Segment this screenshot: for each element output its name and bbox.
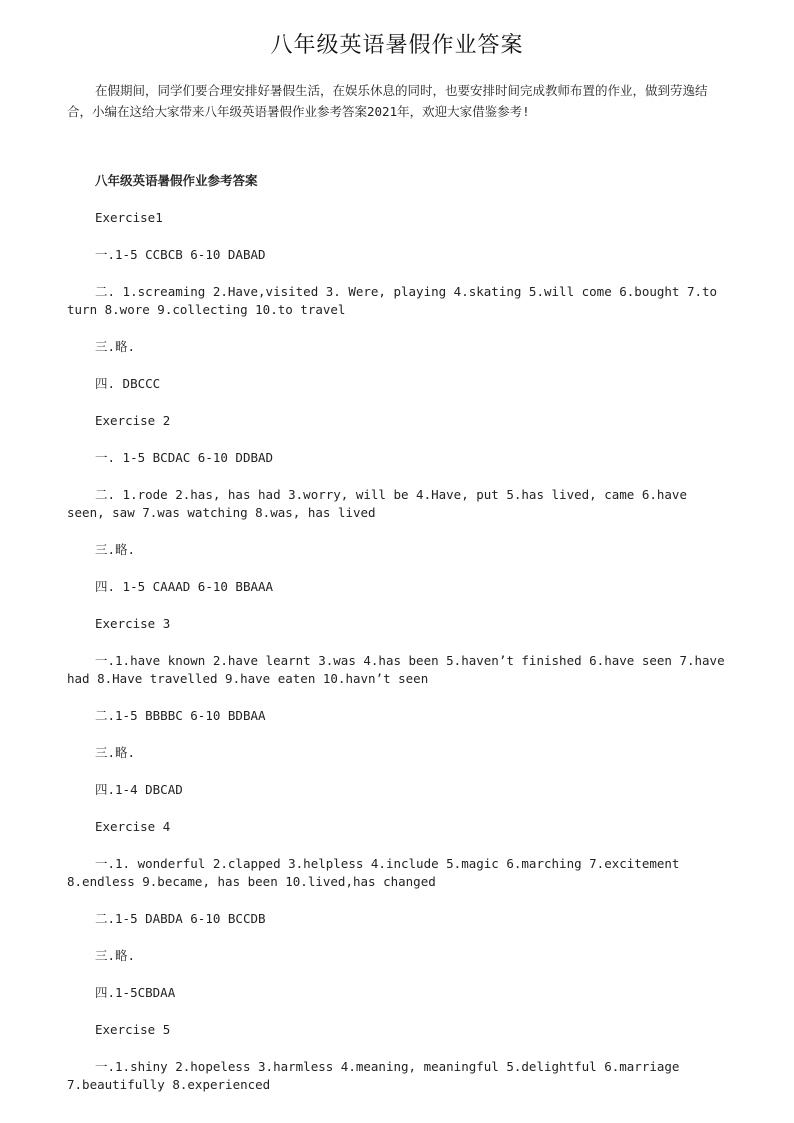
answer-line: 一.1-5 CCBCB 6-10 DABAD	[95, 247, 266, 262]
answer-line: 二.1-5 DABDA 6-10 BCCDB	[95, 911, 266, 926]
answer-line: 三.略.	[95, 339, 136, 354]
answer-body	[67, 172, 733, 1094]
exercise-heading: Exercise 3	[95, 616, 171, 631]
answer-line: 二. 1.rode 2.has, has had 3.worry, will be 4.Have, put 5.has lived, came 6.have seen, saw 7.was watching 8.was, has lived	[67, 487, 695, 520]
answer-line: 一.1.shiny 2.hopeless 3.harmless 4.meaning, meaningful 5.delightful 6.marriage 7.beautifully 8.experienced	[67, 1059, 687, 1092]
intro-paragraph: 在假期间，同学们要合理安排好暑假生活，在娱乐休息的同时，也要安排时间完成教师布置的作业，做到劳逸结合，小编在这给大家带来八年级英语暑假作业参考答案2021年，欢迎大家借鉴参考!	[67, 83, 708, 119]
page-title: 八年级英语暑假作业答案	[270, 33, 524, 58]
answer-line: 三.略.	[95, 542, 136, 557]
answer-line: 二.1-5 BBBBC 6-10 BDBAA	[95, 708, 266, 723]
answer-line: 四. DBCCC	[95, 376, 161, 391]
section-title: 八年级英语暑假作业参考答案	[95, 173, 258, 188]
exercise-heading: Exercise 5	[95, 1022, 171, 1037]
exercise-heading: Exercise 2	[95, 413, 171, 428]
exercise-heading: Exercise 4	[95, 819, 171, 834]
answer-line: 三.略.	[95, 948, 136, 963]
answer-line: 四.1-5CBDAA	[95, 985, 176, 1000]
exercise-heading: Exercise1	[95, 210, 163, 225]
answer-line: 三.略.	[95, 745, 136, 760]
answer-line: 一. 1-5 BCDAC 6-10 DDBAD	[95, 450, 274, 465]
answer-line: 四.1-4 DBCAD	[95, 782, 183, 797]
answer-line: 二. 1.screaming 2.Have,visited 3. Were, playing 4.skating 5.will come 6.bought 7.to turn 8.wore 9.collecting 10.to travel	[67, 284, 725, 317]
answer-line: 一.1.have known 2.have learnt 3.was 4.has been 5.haven’t finished 6.have seen 7.have had 8.Have travelled 9.have eaten 10.havn’t seen	[67, 653, 733, 686]
answer-line: 四. 1-5 CAAAD 6-10 BBAAA	[95, 579, 274, 594]
answer-line: 一.1. wonderful 2.clapped 3.helpless 4.include 5.magic 6.marching 7.excitement 8.endless 9.became, has been 10.lived,has changed	[67, 856, 687, 889]
